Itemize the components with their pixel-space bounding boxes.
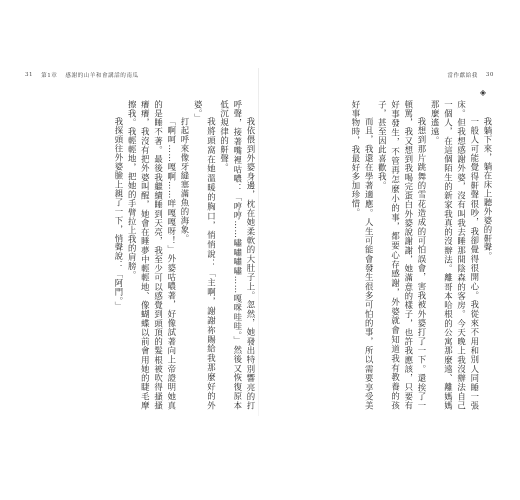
right-page-number: 30 — [485, 72, 494, 78]
right-running-head — [262, 70, 494, 80]
paragraph: 我躺下來，躺在床上聽外婆的鼾聲。 — [483, 116, 493, 261]
paragraph: 我想到那片跳舞的雪花造成的可怕誤會，害我被外婆打了一下。還挨了一頓罵，我又想到我喝完蛋白外婆說謝謝，她滿意的樣子，也許我應該，只要有好事發生，不管再怎麼小的事，都要心存感謝，外婆就會知道我有教養的孩子，甚至因此喜歡我。 — [377, 100, 427, 410]
left-page — [25, 70, 257, 410]
left-running-head — [25, 70, 257, 80]
right-header-title: 當作獻給我 — [447, 73, 478, 79]
chapter-title: 感謝的山羊和會講話的南瓜 — [65, 73, 139, 79]
left-body-text — [25, 100, 257, 410]
paragraph: 我依偎到外婆身邊，枕在她柔軟的大肚子上。忽然，她發出特別響亮的打呼聲，接著嘴裡咕噥：「哼哼……嘯嘯嘯嘯……嘎咪哇哇。」然後又恢復原本低沉規律的鼾聲。 — [219, 100, 256, 410]
chapter-label: 第1章 — [41, 73, 58, 79]
paragraph: 「啊呵……嘎啊……咩嘎嘎呀！」外婆咕噥著，好像試著向上帝證明她真的是睡不著。最後我繼續睡到天亮，我至少可以感覺到頭頂的髮根被吹得搔搔癢癢，我沒有把外婆叫醒，她會在睡夢中輕輕地、像蝴蝶以前會用她的睫毛摩擦我。我輕輕地，把她的手臂拉上我的肩膀。 — [127, 100, 177, 410]
right-body-text — [262, 100, 494, 410]
paragraph: 而且，我還在學著適應。人生可能會發生很多可怕的事，所以需要享受美好事物時，我最好多加珍惜。 — [350, 100, 375, 410]
right-page — [262, 70, 494, 410]
paragraph: 我探頭往外婆臉上親了一下，悄聲說：「阿門。」 — [113, 116, 124, 311]
ornament-icon: ◈ — [479, 88, 486, 97]
paragraph: 打起呼來像牙縫塞滿魚的海象。 — [179, 116, 190, 243]
book-gutter — [258, 68, 259, 416]
left-page-number: 31 — [25, 72, 34, 78]
paragraph: 我將頭窩在她溫暖的胸口，悄悄說：「主啊，謝謝祢賜給我那麼好的外婆。」 — [193, 100, 217, 410]
paragraph: 一般人可能覺得鼾聲很吵，我卻覺得很開心。我從來不用和別人同睡一張床。但我想感謝外婆，沒有叫我去睡那間陰森的客房。今天晚上我沒辦法自己一個人，在這個陌生的新家我真的沒辦法。離哥本哈根的公寓那麼遠、離媽媽那麼遙遠。 — [430, 100, 480, 410]
